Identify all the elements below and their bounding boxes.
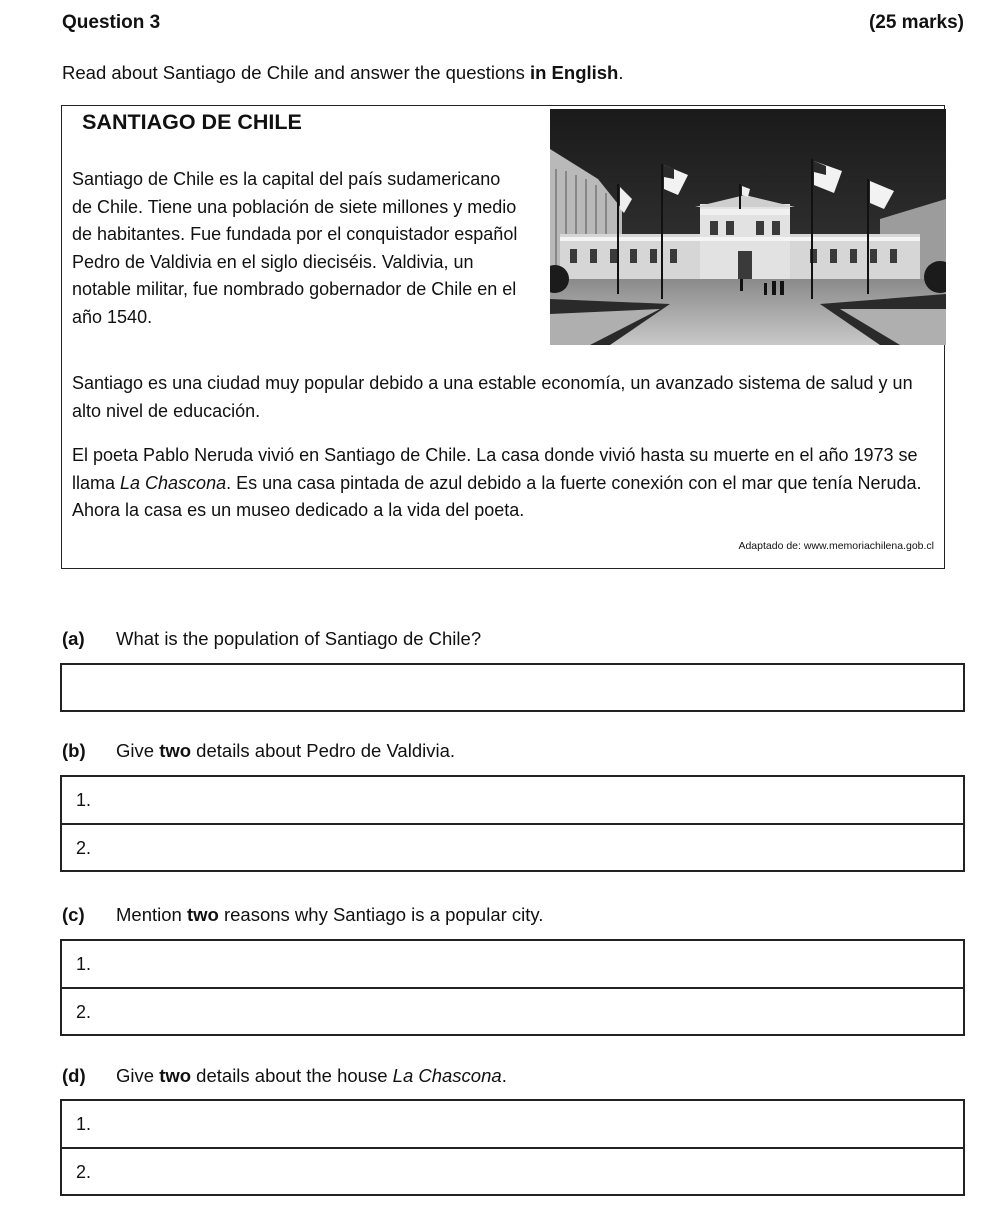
question-b-pre: Give — [116, 740, 160, 761]
instruction-pre: Read about Santiago de Chile and answer the questions — [62, 62, 530, 83]
question-c-label: (c) — [62, 904, 85, 925]
answer-d-row-2[interactable]: 2. — [76, 1162, 92, 1182]
question-b-bold: two — [159, 740, 192, 761]
answer-d-box — [60, 1099, 965, 1196]
marks-label: (25 marks) — [868, 12, 964, 33]
question-b — [62, 740, 455, 762]
question-d-italic: La Chascona — [392, 1065, 502, 1086]
instruction-post: . — [618, 62, 624, 83]
question-a-text: What is the population of Santiago de Chile? — [116, 628, 482, 649]
instruction-text — [62, 62, 624, 84]
para3-b: . Es una casa pintada de azul debido a la fuerte conexión con el mar que tenía Neruda. Ahora la casa es un museo dedicado a la vida del poeta. — [72, 472, 922, 520]
question-c — [62, 904, 543, 926]
source-credit: Adaptado de: www.memoriachilena.gob.cl — [738, 540, 934, 552]
question-c-pre: Mention — [116, 904, 187, 925]
question-c-bold: two — [186, 904, 219, 925]
article-paragraph-1: Santiago de Chile es la capital del país sudamericano de Chile. Tiene una población de siete millones y medio de habitantes. Fue fundada por el conquistador español Pedro de Valdivia en el siglo dieciséis. Valdivia, un notable militar, fue nombrado gobernador de Chile en el año 1540. — [72, 169, 518, 327]
question-d-pre: Give — [116, 1065, 160, 1086]
answer-b-box — [60, 775, 965, 872]
question-b-label: (b) — [62, 740, 86, 761]
article-paragraph-3 — [72, 442, 938, 525]
article-title: SANTIAGO DE CHILE — [82, 110, 302, 134]
article-paragraph-2: Santiago es una ciudad muy popular debido a una estable economía, un avanzado sistema de salud y un alto nivel de educación. — [72, 373, 913, 421]
para3-a: El poeta Pablo Neruda vivió en Santiago de Chile. La casa donde vivió hasta su muerte en el año 1973 se llama — [72, 445, 918, 493]
palacio-photo — [550, 109, 946, 345]
instruction-bold: in English — [529, 62, 619, 83]
answer-a-field[interactable] — [60, 663, 965, 712]
question-d-end: . — [501, 1065, 507, 1086]
answer-c-row-1[interactable]: 1. — [62, 941, 963, 989]
question-d-post: details about the house — [191, 1065, 393, 1086]
question-title: Question 3 — [62, 12, 161, 33]
question-b-post: details about Pedro de Valdivia. — [191, 740, 456, 761]
answer-c-box — [60, 939, 965, 1036]
answer-d-row-1[interactable]: 1. — [62, 1101, 963, 1149]
answer-b-row-2[interactable]: 2. — [76, 838, 92, 858]
question-a-label: (a) — [62, 628, 85, 649]
question-d-label: (d) — [62, 1065, 86, 1086]
question-d-bold: two — [159, 1065, 192, 1086]
question-d — [62, 1065, 507, 1087]
para3-italic: La Chascona — [120, 472, 227, 493]
question-a — [62, 628, 481, 650]
question-c-post: reasons why Santiago is a popular city. — [218, 904, 544, 925]
reading-article — [61, 105, 945, 569]
answer-b-row-1[interactable]: 1. — [62, 777, 963, 825]
answer-c-row-2[interactable]: 2. — [76, 1002, 92, 1022]
